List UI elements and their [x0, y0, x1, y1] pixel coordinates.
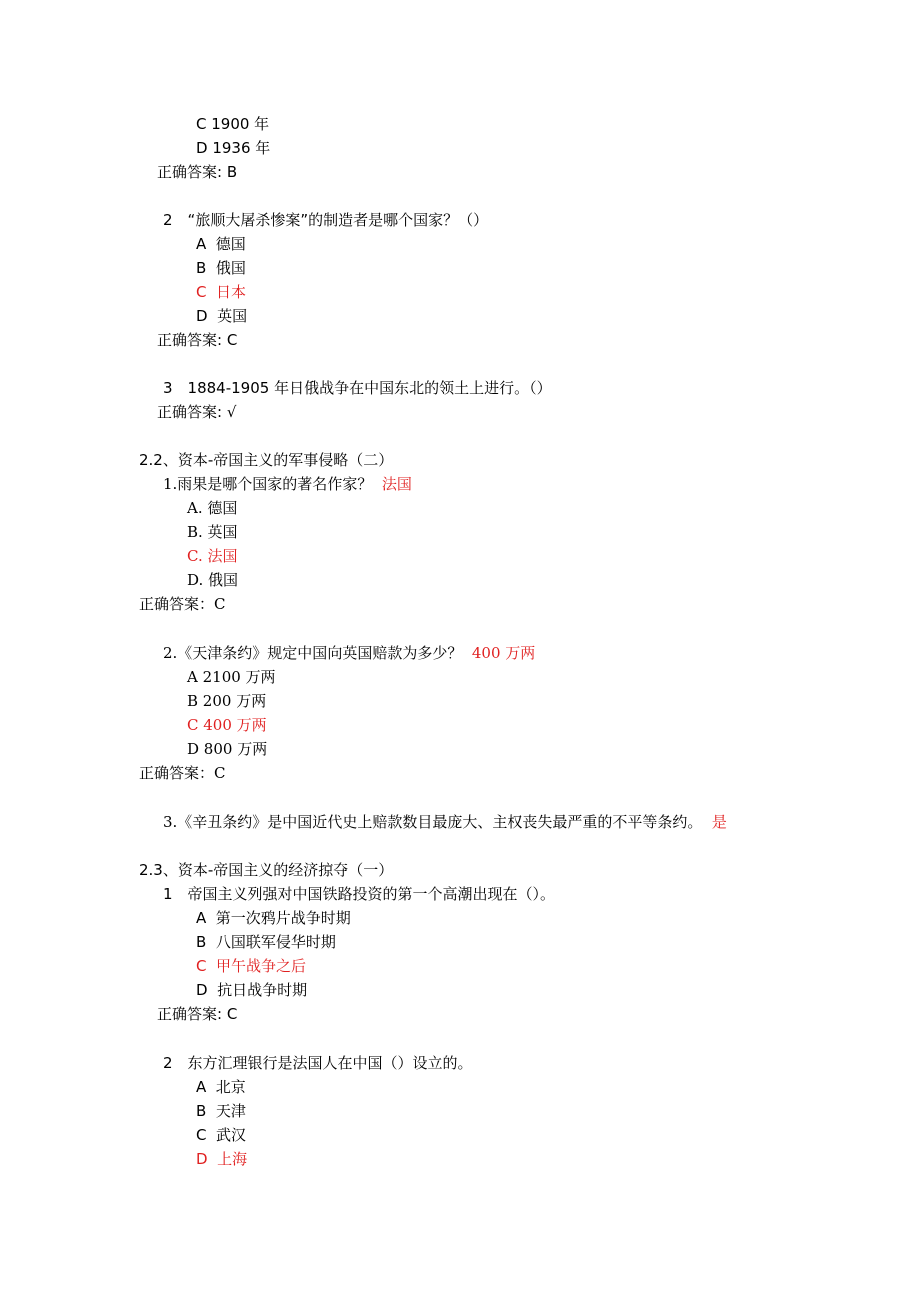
question-text: 1 帝国主义列强对中国铁路投资的第一个高潮出现在（）。	[163, 885, 556, 903]
option-a: A. 德国	[187, 499, 238, 517]
option-c-correct: C. 法国	[187, 547, 238, 565]
question-text: 1.雨果是哪个国家的著名作家？	[163, 475, 373, 493]
option-d: D 英国	[196, 307, 248, 325]
option-c-correct: C 甲午战争之后	[196, 957, 307, 975]
question-text: 2 “旅顺大屠杀惨案”的制造者是哪个国家？（）	[163, 211, 489, 229]
option-d: D 800 万两	[187, 740, 268, 758]
option-d: D. 俄国	[187, 571, 239, 589]
option-a: A 2100 万两	[187, 668, 276, 686]
correct-answer: 正确答案: C	[157, 1005, 238, 1023]
option-c: C 1900 年	[196, 115, 270, 133]
question-text: 2.《天津条约》规定中国向英国赔款为多少？	[163, 644, 463, 662]
correct-answer: 正确答案: C	[157, 331, 238, 349]
option-b: B 天津	[196, 1102, 246, 1120]
question-line	[163, 643, 535, 663]
option-b: B 俄国	[196, 259, 246, 277]
correct-answer: 正确答案: B	[157, 163, 238, 181]
option-a: A 北京	[196, 1078, 246, 1096]
inline-answer: 400 万两	[471, 644, 536, 662]
inline-answer: 是	[711, 813, 727, 831]
correct-answer: 正确答案: √	[157, 403, 237, 421]
option-a: A 第一次鸦片战争时期	[196, 909, 351, 927]
question-text: 3 1884-1905 年日俄战争在中国东北的领土上进行。（）	[163, 379, 552, 397]
question-line	[163, 812, 727, 832]
question-text: 2 东方汇理银行是法国人在中国（）设立的。	[163, 1054, 473, 1072]
inline-answer: 法国	[381, 475, 412, 493]
option-b: B 八国联军侵华时期	[196, 933, 336, 951]
section-heading: 2.3、资本-帝国主义的经济掠夺（一）	[139, 861, 394, 879]
option-b: B 200 万两	[187, 692, 267, 710]
option-c-correct: C 400 万两	[187, 716, 267, 734]
correct-answer: 正确答案：C	[139, 764, 226, 782]
correct-answer: 正确答案：C	[139, 595, 226, 613]
option-d: D 1936 年	[196, 139, 271, 157]
option-c: C 武汉	[196, 1126, 247, 1144]
section-heading: 2.2、资本-帝国主义的军事侵略（二）	[139, 451, 394, 469]
option-b: B. 英国	[187, 523, 238, 541]
option-c-correct: C 日本	[196, 283, 247, 301]
question-text: 3.《辛丑条约》是中国近代史上赔款数目最庞大、主权丧失最严重的不平等条约。	[163, 813, 703, 831]
option-d: D 抗日战争时期	[196, 981, 308, 999]
option-d-correct: D 上海	[196, 1150, 248, 1168]
question-line	[163, 474, 412, 494]
option-a: A 德国	[196, 235, 246, 253]
